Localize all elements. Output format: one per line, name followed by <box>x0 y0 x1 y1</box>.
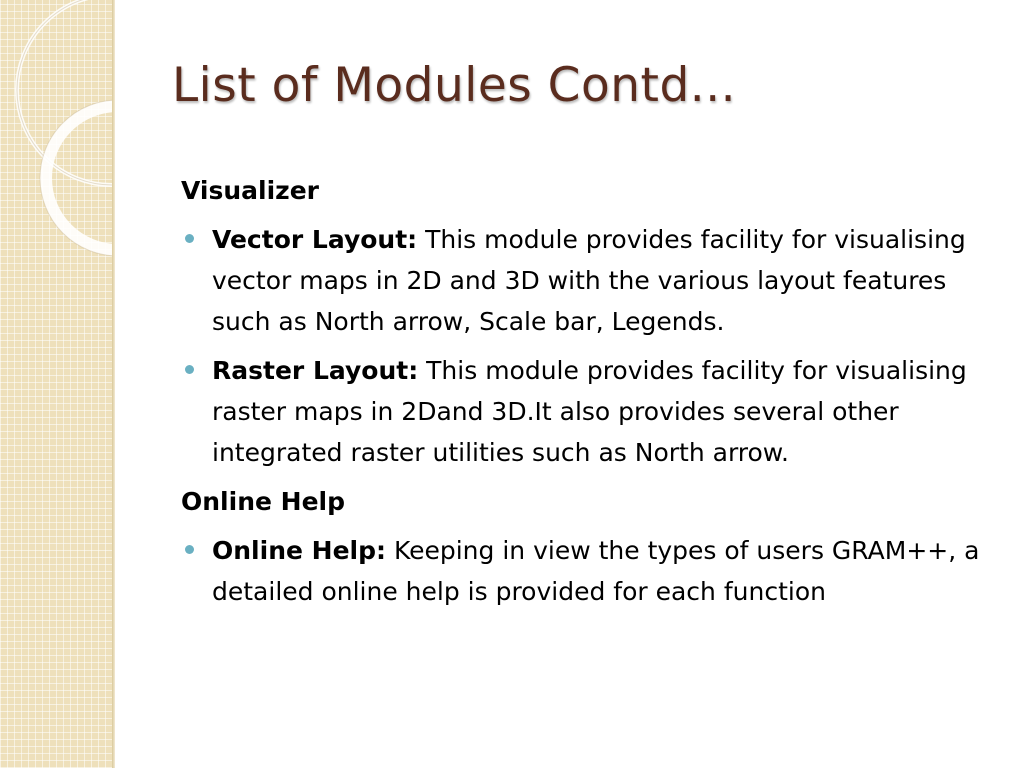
section-heading-visualizer: Visualizer <box>181 176 320 205</box>
bullet-dot-icon <box>185 545 194 554</box>
bullet-text: This module provides facility for visualising raster maps in 2Dand 3D.It also provides several other integrated raster utilities such as North arrow. <box>212 356 967 467</box>
bullet-term: Raster Layout: <box>212 356 419 385</box>
bullet-list-online-help <box>181 530 981 612</box>
bullet-text: This module provides facility for visualising vector maps in 2D and 3D with the various layout features such as North arrow, Scale bar, Legends. <box>212 225 966 336</box>
bullet-dot-icon <box>185 365 194 374</box>
bullet-list-visualizer <box>181 219 981 473</box>
bullet-item-online-help <box>181 530 981 612</box>
bullet-dot-icon <box>185 234 194 243</box>
bullet-term: Vector Layout: <box>212 225 418 254</box>
decorative-side-panel <box>0 0 112 768</box>
side-panel-edge <box>112 0 115 768</box>
decorative-rings <box>0 0 112 768</box>
section-heading-online-help: Online Help <box>181 487 345 516</box>
bullet-term: Online Help: <box>212 536 386 565</box>
slide-content <box>181 170 981 620</box>
bullet-item-raster-layout <box>181 350 981 473</box>
bullet-item-vector-layout <box>181 219 981 342</box>
bullet-text: Keeping in view the types of users GRAM++, a detailed online help is provided for each function <box>212 536 980 606</box>
slide-title: List of Modules Contd... <box>172 58 737 113</box>
